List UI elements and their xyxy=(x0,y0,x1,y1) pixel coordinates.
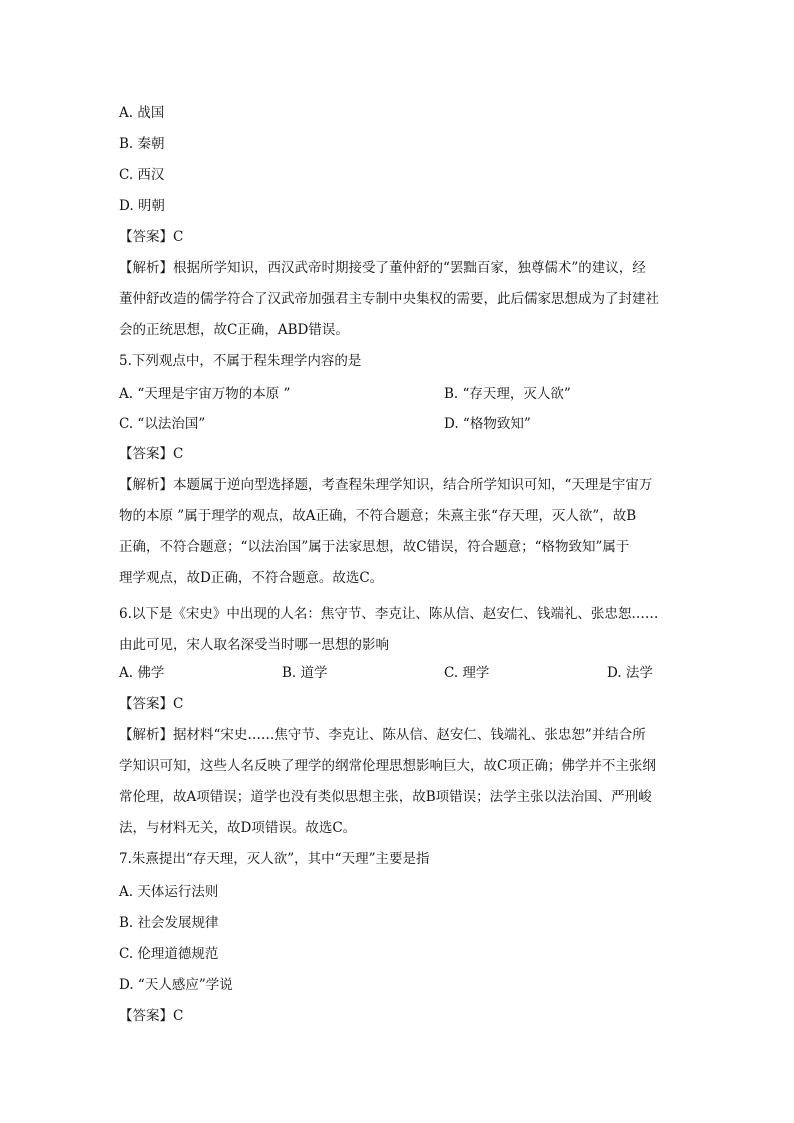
q6-analysis-line: 法，与材料无关，故D项错误。故选C。 xyxy=(119,820,357,836)
q6-analysis xyxy=(119,720,675,844)
q4-analysis-line: 董仲舒改造的儒学符合了汉武帝加强君主专制中央集权的需要，此后儒家思想成为了封建社 xyxy=(119,291,659,307)
q7-question: 7.朱熹提出“存天理，灭人欲”，其中“天理”主要是指 xyxy=(119,851,430,867)
q4-option-b: B. 秦朝 xyxy=(119,136,165,152)
q6-option-d: D. 法学 xyxy=(607,665,653,681)
q5-analysis-line: 理学观点，故D正确，不符合题意。故选C。 xyxy=(119,570,384,586)
q5-analysis-line: 正确，不符合题意；“以法治国”属于法家思想，故C错误，符合题意；“格物致知”属于 xyxy=(119,539,630,555)
q5-analysis-line: 【解析】本题属于逆向型选择题，考查程朱理学知识，结合所学知识可知，“天理是宇宙万 xyxy=(119,477,653,493)
q6-question xyxy=(119,599,675,661)
q6-analysis-line: 【解析】据材料“宋史……焦守节、李克让、陈从信、赵安仁、钱端礼、张忠恕”并结合所 xyxy=(119,727,646,743)
q7-option-a: A. 天体运行法则 xyxy=(119,884,219,900)
q6-question-line: 6.以下是《宋史》中出现的人名：焦守节、李克让、陈从信、赵安仁、钱端礼、张忠恕…… xyxy=(119,606,659,622)
q4-option-a: A. 战国 xyxy=(119,105,165,121)
q4-analysis-line: 会的正统思想，故C正确，ABD错误。 xyxy=(119,322,349,338)
q6-analysis-line: 常伦理，故A项错误；道学也没有类似思想主张，故B项错误；法学主张以法治国、严刑峻 xyxy=(119,789,652,805)
q7-option-c: C. 伦理道德规范 xyxy=(119,946,219,962)
q6-option-a: A. 佛学 xyxy=(119,665,165,681)
q5-answer: 【答案】C xyxy=(119,446,184,462)
q4-option-d: D. 明朝 xyxy=(119,198,165,214)
q5-analysis xyxy=(119,470,675,594)
q5-question: 5.下列观点中，不属于程朱理学内容的是 xyxy=(119,353,362,369)
q6-analysis-line: 学知识可知，这些人名反映了理学的纲常伦理思想影响巨大，故C项正确；佛学并不主张纲 xyxy=(119,758,656,774)
q6-question-line: 由此可见，宋人取名深受当时哪一思想的影响 xyxy=(119,637,389,653)
q4-answer: 【答案】C xyxy=(119,229,184,245)
q6-option-c: C. 理学 xyxy=(444,665,490,681)
q4-option-c: C. 西汉 xyxy=(119,167,165,183)
q7-option-d: D. “天人感应”学说 xyxy=(119,977,233,993)
q4-analysis-line: 【解析】根据所学知识，西汉武帝时期接受了董仲舒的“罢黜百家，独尊儒术”的建议，经 xyxy=(119,260,646,276)
q5-option-b: B. “存天理，灭人欲” xyxy=(444,386,571,402)
q5-analysis-line: 物的本原 ”属于理学的观点，故A正确，不符合题意；朱熹主张“存天理，灭人欲”，故B xyxy=(119,508,637,524)
q7-answer: 【答案】C xyxy=(119,1008,184,1024)
q4-analysis xyxy=(119,253,675,346)
q5-option-c: C. “以法治国” xyxy=(119,416,206,432)
q6-option-b: B. 道学 xyxy=(282,665,328,681)
q7-option-b: B. 社会发展规律 xyxy=(119,915,219,931)
q5-option-d: D. “格物致知” xyxy=(444,416,531,432)
q5-option-a: A. “天理是宇宙万物的本原 ” xyxy=(119,386,291,402)
q6-answer: 【答案】C xyxy=(119,696,184,712)
